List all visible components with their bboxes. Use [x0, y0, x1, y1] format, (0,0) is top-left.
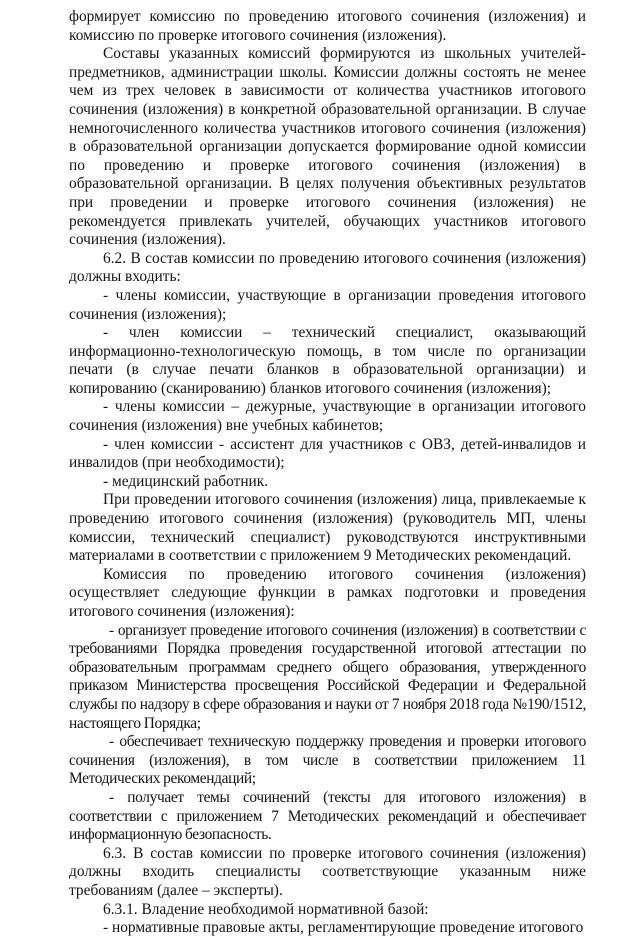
document-paragraph: При проведении итогового сочинения (изложения) лица, привлекаемые к проведению итогового сочинения (изложения) (руководитель МП, члены комиссии, технический специалист) руководствуются инструктивными материалами в соответствии с приложением 9 Методических рекомендаций. [69, 491, 586, 565]
document-paragraph: - организует проведение итогового сочинения (изложения) в соответствии с требованиями Порядка проведения государственной итоговой аттестации по образовательным программам среднего общего образования, утвержденного приказом Министерства просвещения Российской Федерации и Федеральной службы по надзору в сфере образования и науки от 7 ноября 2018 года №190/1512, настоящего Порядка; [69, 621, 586, 732]
document-paragraph: - обеспечивает техническую поддержку проведения и проверки итогового сочинения (изложения), в том числе в соответствии приложением 11 Методических рекомендаций; [69, 733, 586, 788]
document-paragraph: формирует комиссию по проведению итогового сочинения (изложения) и комиссию по проверке итогового сочинения (изложения). [69, 8, 586, 44]
document-paragraph: - получает темы сочинений (тексты для итогового изложения) в соответствии с приложением 7 Методических рекомендаций и обеспечивает информационную безопасность. [69, 788, 586, 844]
document-paragraph: 6.3. В состав комиссии по проверке итогового сочинения (изложения) должны входить специалисты соответствующие указанным ниже требованиям (далее – эксперты). [69, 844, 586, 899]
document-paragraph: - член комиссии - ассистент для участников с ОВЗ, детей-инвалидов и инвалидов (при необходимости); [69, 435, 586, 472]
document-page [69, 8, 586, 938]
document-paragraph: 6.3.1. Владение необходимой нормативной базой: [103, 900, 429, 918]
document-paragraph: - члены комиссии, участвующие в организации проведения итогового сочинения (изложения); [69, 286, 586, 323]
document-paragraph: Комиссия по проведению итогового сочинения (изложения) осуществляет следующие функции в рамках подготовки и проведения итогового сочинения (изложения): [69, 565, 586, 620]
document-paragraph: Составы указанных комиссий формируются из школьных учителей-предметников, администрации школы. Комиссии должны состоять не менее чем из трех человек в зависимости от количества участников итогового сочинения (изложения) в конкретной образовательной организации. В случае немногочисленного количества участников итогового сочинения (изложения) в образовательной организации допускается формирование одной комиссии по проведению и проверке итогового сочинения (изложения) в образовательной организации. В целях получения объективных результатов при проведении и проверке итогового сочинения (изложения) не рекомендуется привлекать учителей, обучающих участников итогового сочинения (изложения). [69, 45, 586, 249]
document-paragraph: - нормативные правовые акты, регламентирующие проведение итогового [103, 919, 584, 937]
document-paragraph: - медицинский работник. [103, 472, 269, 490]
document-paragraph: - члены комиссии – дежурные, участвующие в организации итогового сочинения (изложения) вне учебных кабинетов; [69, 398, 586, 435]
document-paragraph: - член комиссии – технический специалист, оказывающий информационно-технологическую помощь, в том числе по организации печати (в случае печати бланков в образовательной организации) и копированию (сканированию) бланков итогового сочинения (изложения); [69, 324, 586, 397]
document-paragraph: 6.2. В состав комиссии по проведению итогового сочинения (изложения) должны входить: [69, 249, 586, 286]
